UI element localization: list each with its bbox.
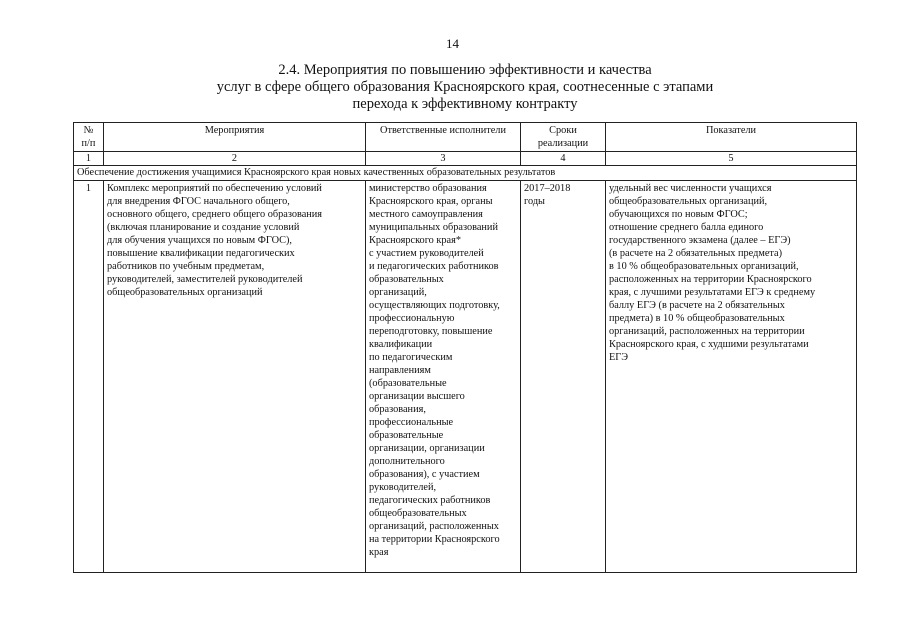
header-indicators: Показатели bbox=[606, 123, 857, 152]
header-num bbox=[74, 123, 104, 152]
header-num-line1: № bbox=[83, 125, 94, 136]
column-number: 5 bbox=[606, 152, 857, 166]
column-number: 4 bbox=[521, 152, 606, 166]
row-number: 1 bbox=[74, 181, 104, 573]
row-activities: Комплекс мероприятий по обеспечению условий для внедрения ФГОС начального общего, основного общего, среднего общего образования (включая планирование и создание условий для обучения учащихся по новым ФГОС), повышение квалификации педагогических работников по учебным предметам, руководителей, заместителей руководителей общеобразовательных организаций bbox=[104, 181, 366, 573]
title-line-2: услуг в сфере общего образования Красноярского края, соотнесенные с этапами bbox=[216, 79, 714, 95]
header-deadlines bbox=[521, 123, 606, 152]
page-title bbox=[150, 62, 780, 113]
header-executors: Ответственные исполнители bbox=[366, 123, 521, 152]
activities-table bbox=[73, 122, 857, 573]
section-title: Обеспечение достижения учащимися Красноярского края новых качественных образовательных результатов bbox=[74, 166, 857, 181]
table-row bbox=[74, 181, 857, 573]
page-number: 14 bbox=[446, 36, 459, 51]
section-row bbox=[74, 166, 857, 181]
row-deadlines: 2017–2018 годы bbox=[521, 181, 606, 573]
column-number: 3 bbox=[366, 152, 521, 166]
title-line-3: перехода к эффективному контракту bbox=[352, 96, 578, 112]
column-number: 2 bbox=[104, 152, 366, 166]
title-line-1: 2.4. Мероприятия по повышению эффективности и качества bbox=[278, 62, 652, 78]
column-number: 1 bbox=[74, 152, 104, 166]
header-num-line2: п/п bbox=[81, 138, 96, 149]
header-activities: Мероприятия bbox=[104, 123, 366, 152]
header-deadlines-line1: Сроки bbox=[549, 125, 577, 136]
column-number-row bbox=[74, 152, 857, 166]
table-header-row bbox=[74, 123, 857, 152]
row-indicators: удельный вес численности учащихся общеобразовательных организаций, обучающихся по новым ФГОС; отношение среднего балла единого государственного экзамена (далее – ЕГЭ) (в расчете на 2 обязательных предмета) в 10 % общеобразовательных организаций, расположенных на территории Красноярского края, с лучшими результатами ЕГЭ к среднему баллу ЕГЭ (в расчете на 2 обязательных предмета) в 10 % общеобразовательных организаций, расположенных на территории Красноярского края, с худшими результатами ЕГЭ bbox=[606, 181, 857, 573]
header-deadlines-line2: реализации bbox=[537, 138, 589, 149]
row-executors: министерство образования Красноярского края, органы местного самоуправления муниципальных образований Красноярского края* с участием руководителей и педагогических работников образовательных организаций, осуществляющих подготовку, профессиональную переподготовку, повышение квалификации по педагогическим направлениям (образовательные организации высшего образования, профессиональные образовательные организации, организации дополнительного образования), с участием руководителей, педагогических работников общеобразовательных организаций, расположенных на территории Красноярского края bbox=[366, 181, 521, 573]
